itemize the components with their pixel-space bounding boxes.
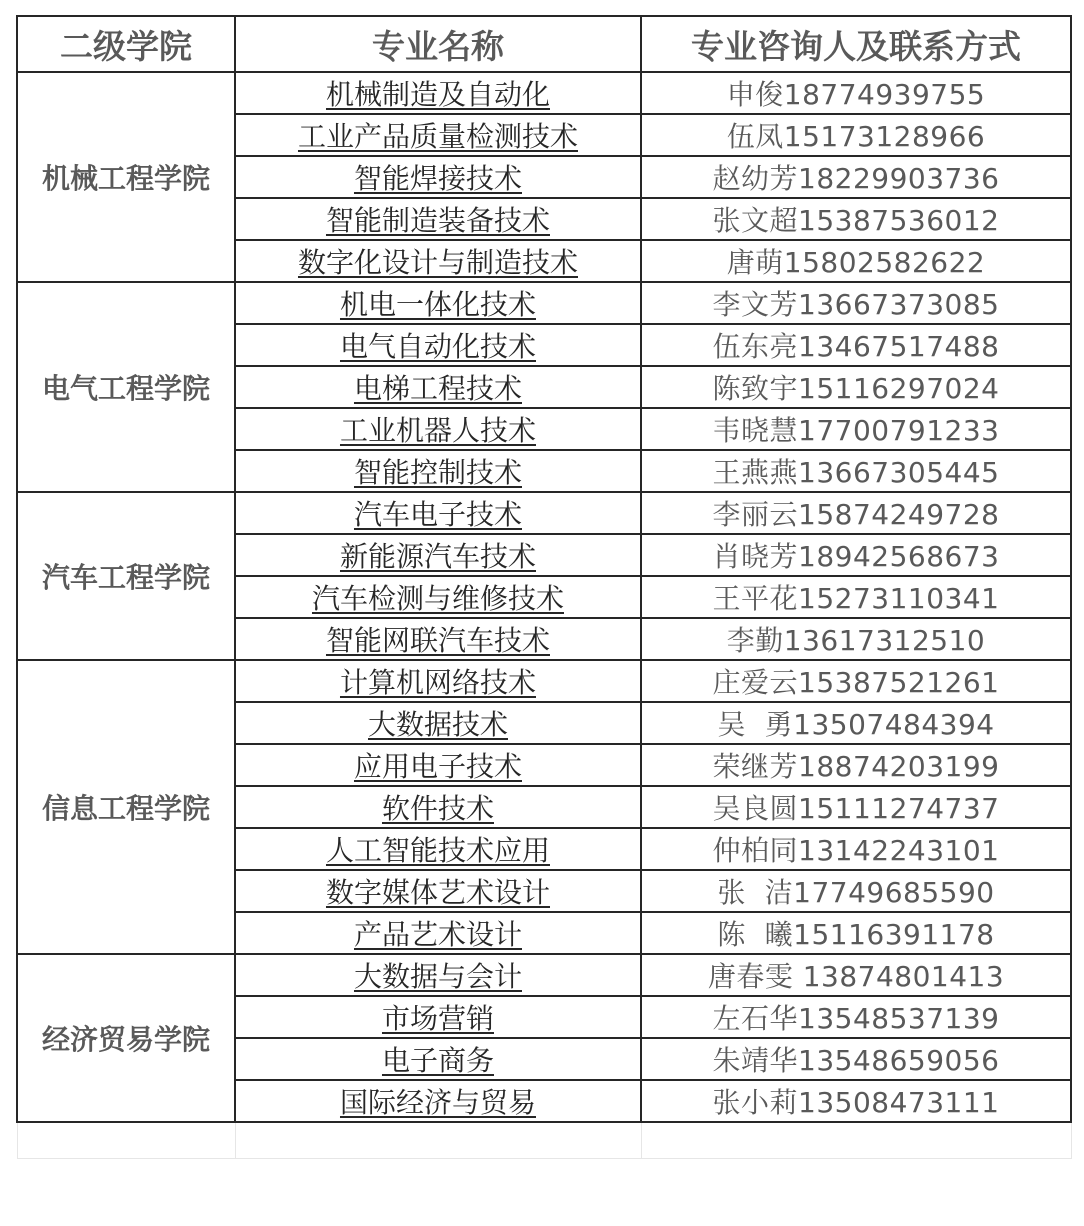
college-name: 信息工程学院: [17, 660, 235, 954]
major-cell: [235, 576, 641, 618]
contact-info: 赵幼芳18229903736: [641, 156, 1071, 198]
header-row: [17, 16, 1071, 72]
major-link[interactable]: 智能网联汽车技术: [325, 624, 550, 657]
major-cell: [235, 702, 641, 744]
major-link[interactable]: 机电一体化技术: [339, 288, 536, 321]
major-link[interactable]: 国际经济与贸易: [339, 1086, 536, 1119]
major-cell: [235, 492, 641, 534]
empty-row: [17, 1122, 1071, 1159]
major-link[interactable]: 数字媒体艺术设计: [325, 876, 550, 909]
major-cell: [235, 324, 641, 366]
major-link[interactable]: 电子商务: [381, 1044, 494, 1077]
contact-info: 王燕燕13667305445: [641, 450, 1071, 492]
contact-info: 吴 勇13507484394: [641, 702, 1071, 744]
major-link[interactable]: 汽车电子技术: [353, 498, 522, 531]
major-link[interactable]: 应用电子技术: [353, 750, 522, 783]
contact-info: 唐春雯 13874801413: [641, 954, 1071, 996]
major-cell: [235, 240, 641, 282]
major-cell: [235, 870, 641, 912]
contact-info: 伍凤15173128966: [641, 114, 1071, 156]
contact-info: 唐萌15802582622: [641, 240, 1071, 282]
majors-contact-table: [16, 15, 1072, 1159]
major-cell: [235, 618, 641, 660]
major-link[interactable]: 工业产品质量检测技术: [297, 120, 578, 153]
college-name: 汽车工程学院: [17, 492, 235, 660]
major-cell: [235, 198, 641, 240]
major-cell: [235, 660, 641, 702]
contact-info: 张文超15387536012: [641, 198, 1071, 240]
contact-info: 申俊18774939755: [641, 72, 1071, 114]
contact-info: 张 洁17749685590: [641, 870, 1071, 912]
contact-info: 李丽云15874249728: [641, 492, 1071, 534]
header-contact: 专业咨询人及联系方式: [641, 16, 1071, 72]
college-name: 机械工程学院: [17, 72, 235, 282]
contact-info: 陈致宇15116297024: [641, 366, 1071, 408]
major-link[interactable]: 智能控制技术: [353, 456, 522, 489]
contact-info: 李文芳13667373085: [641, 282, 1071, 324]
table-row: [17, 72, 1071, 114]
table-row: [17, 660, 1071, 702]
header-major: 专业名称: [235, 16, 641, 72]
major-link[interactable]: 计算机网络技术: [339, 666, 536, 699]
table-body: [17, 72, 1071, 1159]
major-cell: [235, 786, 641, 828]
major-link[interactable]: 智能制造装备技术: [325, 204, 550, 237]
empty-cell: [17, 1122, 235, 1159]
major-link[interactable]: 工业机器人技术: [339, 414, 536, 447]
college-name: 电气工程学院: [17, 282, 235, 492]
major-cell: [235, 828, 641, 870]
major-cell: [235, 282, 641, 324]
contact-info: 韦晓慧17700791233: [641, 408, 1071, 450]
major-cell: [235, 912, 641, 954]
major-cell: [235, 1038, 641, 1080]
contact-info: 庄爱云15387521261: [641, 660, 1071, 702]
major-cell: [235, 744, 641, 786]
major-cell: [235, 366, 641, 408]
major-cell: [235, 408, 641, 450]
contact-info: 吴良圆15111274737: [641, 786, 1071, 828]
contact-info: 伍东亮13467517488: [641, 324, 1071, 366]
major-cell: [235, 450, 641, 492]
empty-cell: [641, 1122, 1071, 1159]
major-link[interactable]: 软件技术: [381, 792, 494, 825]
contact-info: 李勤13617312510: [641, 618, 1071, 660]
contact-info: 肖晓芳18942568673: [641, 534, 1071, 576]
contact-info: 陈 曦15116391178: [641, 912, 1071, 954]
major-cell: [235, 954, 641, 996]
major-link[interactable]: 人工智能技术应用: [325, 834, 550, 867]
major-cell: [235, 72, 641, 114]
college-name: 经济贸易学院: [17, 954, 235, 1122]
contact-info: 仲柏同13142243101: [641, 828, 1071, 870]
table-row: [17, 954, 1071, 996]
major-link[interactable]: 电梯工程技术: [353, 372, 522, 405]
contact-info: 王平花15273110341: [641, 576, 1071, 618]
major-link[interactable]: 大数据技术: [367, 708, 508, 741]
major-cell: [235, 534, 641, 576]
contact-info: 朱靖华13548659056: [641, 1038, 1071, 1080]
header-college: 二级学院: [17, 16, 235, 72]
major-link[interactable]: 数字化设计与制造技术: [297, 246, 578, 279]
major-link[interactable]: 产品艺术设计: [353, 918, 522, 951]
table-row: [17, 492, 1071, 534]
major-cell: [235, 114, 641, 156]
table-row: [17, 282, 1071, 324]
major-link[interactable]: 电气自动化技术: [339, 330, 536, 363]
major-cell: [235, 996, 641, 1038]
empty-cell: [235, 1122, 641, 1159]
major-link[interactable]: 大数据与会计: [353, 960, 522, 993]
major-cell: [235, 156, 641, 198]
contact-info: 荣继芳18874203199: [641, 744, 1071, 786]
contact-info: 张小莉13508473111: [641, 1080, 1071, 1122]
major-link[interactable]: 市场营销: [381, 1002, 494, 1035]
major-link[interactable]: 智能焊接技术: [353, 162, 522, 195]
contact-info: 左石华13548537139: [641, 996, 1071, 1038]
major-link[interactable]: 机械制造及自动化: [325, 78, 550, 111]
major-cell: [235, 1080, 641, 1122]
major-link[interactable]: 新能源汽车技术: [339, 540, 536, 573]
major-link[interactable]: 汽车检测与维修技术: [311, 582, 564, 615]
